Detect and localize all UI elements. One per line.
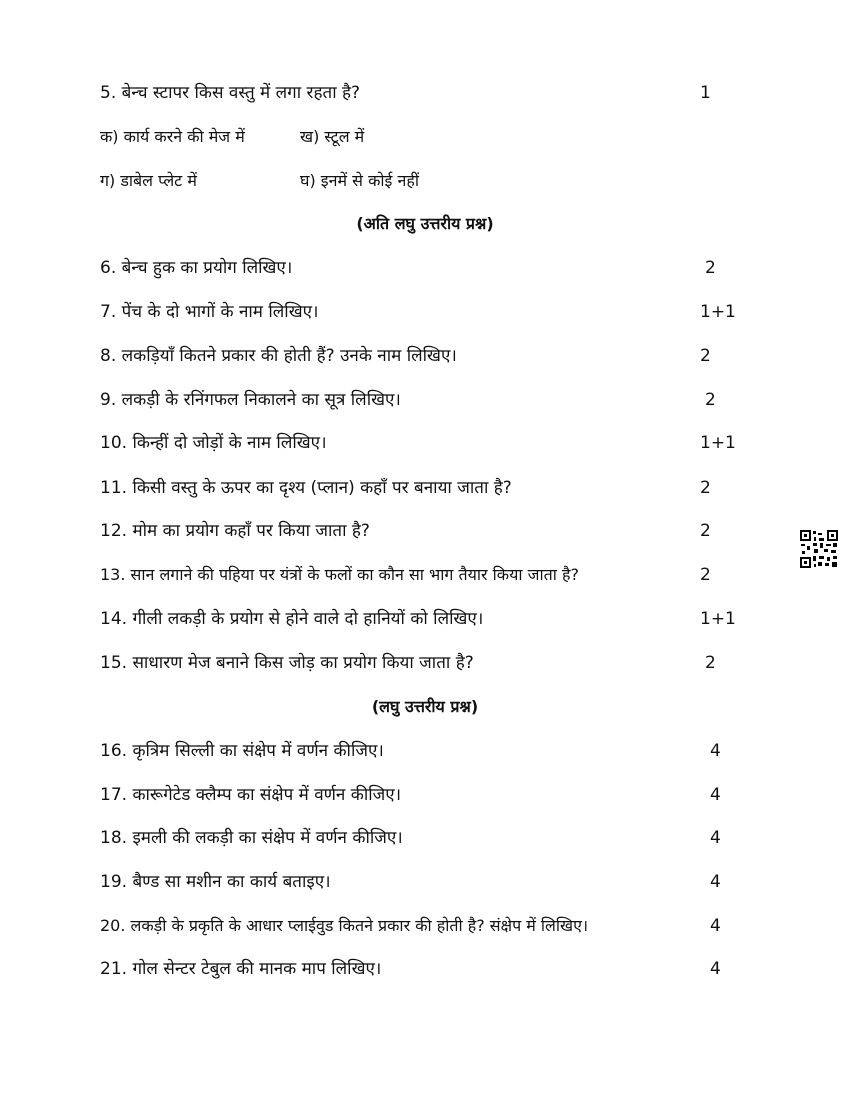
marks-5: 1	[700, 83, 711, 103]
marks-8: 2	[700, 346, 711, 366]
question-20: 20. लकड़ी के प्रकृति के आधार प्लाईवुड कितने प्रकार की होती है? संक्षेप में लिखिए।	[100, 916, 589, 935]
question-15: 15. साधारण मेज बनाने किस जोड़ का प्रयोग किया जाता है?	[100, 653, 474, 673]
question-21: 21. गोल सेन्टर टेबुल की मानक माप लिखिए।	[100, 959, 382, 979]
marks-7: 1+1	[700, 302, 736, 322]
option-d: घ) इनमें से कोई नहीं	[300, 171, 419, 190]
marks-19: 4	[710, 872, 721, 892]
question-8: 8. लकड़ियाँ कितने प्रकार की होती हैं? उनके नाम लिखिए।	[100, 346, 457, 366]
question-6: 6. बेन्च हुक का प्रयोग लिखिए।	[100, 258, 293, 278]
marks-16: 4	[710, 741, 721, 761]
question-12: 12. मोम का प्रयोग कहाँ पर किया जाता है?	[100, 521, 370, 541]
qr-code-icon	[800, 530, 838, 568]
marks-10: 1+1	[700, 433, 736, 453]
marks-14: 1+1	[700, 609, 736, 629]
question-5: 5. बेन्च स्टापर किस वस्तु में लगा रहता है?	[100, 83, 361, 103]
marks-12: 2	[700, 521, 711, 541]
marks-13: 2	[700, 565, 711, 585]
question-14: 14. गीली लकड़ी के प्रयोग से होने वाले दो हानियों को लिखिए।	[100, 609, 484, 629]
option-b: ख) स्टूल में	[300, 127, 365, 146]
marks-21: 4	[710, 959, 721, 979]
question-19: 19. बैण्ड सा मशीन का कार्य बताइए।	[100, 872, 331, 892]
option-a: क) कार्य करने की मेज में	[100, 127, 245, 146]
marks-20: 4	[710, 916, 721, 936]
marks-11: 2	[700, 478, 711, 498]
question-10: 10. किन्हीं दो जोड़ों के नाम लिखिए।	[100, 433, 327, 453]
marks-17: 4	[710, 785, 721, 805]
marks-9: 2	[705, 390, 716, 410]
question-18: 18. इमली की लकड़ी का संक्षेप में वर्णन कीजिए।	[100, 828, 403, 848]
section-heading-short: (लघु उत्तरीय प्रश्न)	[371, 697, 479, 716]
question-9: 9. लकड़ी के रनिंगफल निकालने का सूत्र लिखिए।	[100, 390, 401, 410]
question-16: 16. कृत्रिम सिल्ली का संक्षेप में वर्णन कीजिए।	[100, 741, 384, 761]
marks-15: 2	[705, 653, 716, 673]
section-heading-very-short: (अति लघु उत्तरीय प्रश्न)	[356, 214, 494, 233]
marks-18: 4	[710, 828, 721, 848]
question-7: 7. पेंच के दो भागों के नाम लिखिए।	[100, 302, 319, 322]
option-c: ग) डाबेल प्लेट में	[100, 171, 197, 190]
question-11: 11. किसी वस्तु के ऊपर का दृश्य (प्लान) कहाँ पर बनाया जाता है?	[100, 478, 512, 498]
question-13: 13. सान लगाने की पहिया पर यंत्रों के फलों का कौन सा भाग तैयार किया जाता है?	[100, 565, 579, 584]
question-17: 17. कारूगेटेड क्लैम्प का संक्षेप में वर्णन कीजिए।	[100, 785, 402, 805]
marks-6: 2	[705, 258, 716, 278]
